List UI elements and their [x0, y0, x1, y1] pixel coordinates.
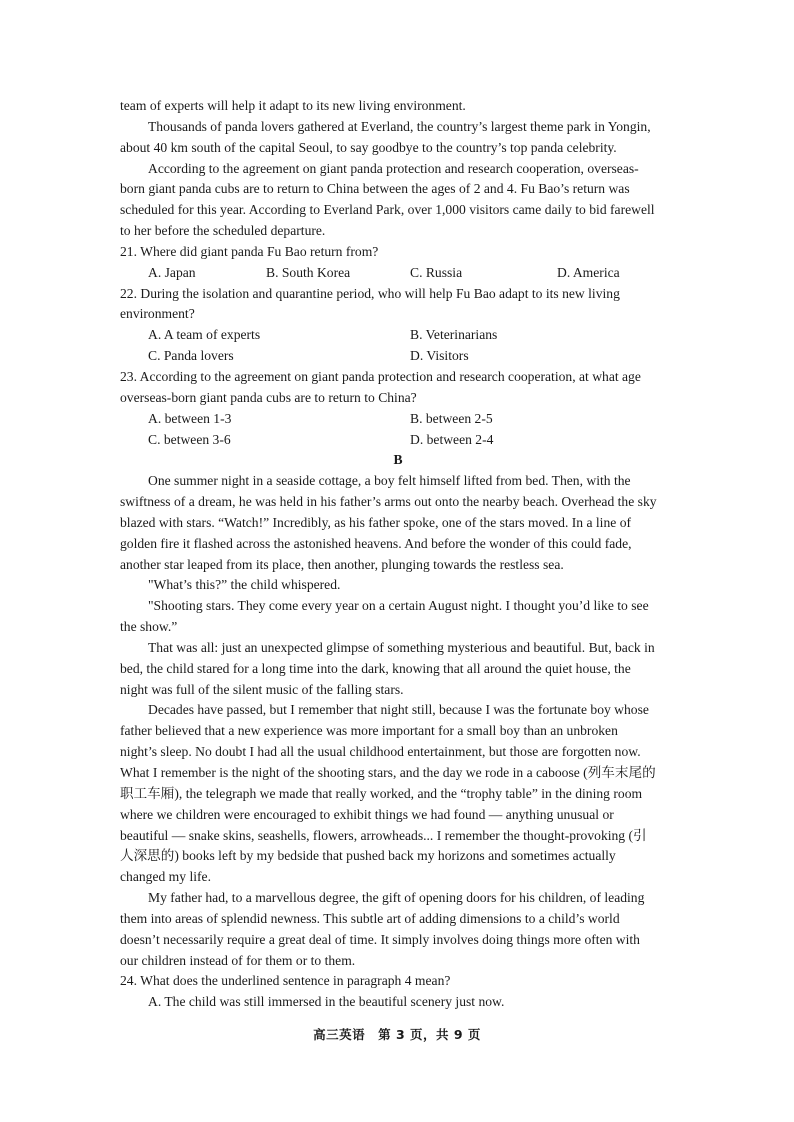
question-23-options — [120, 409, 676, 430]
question-23-stem: overseas-born giant panda cubs are to return to China? — [120, 389, 417, 405]
passage-a-line: According to the agreement on giant panda protection and research cooperation, overseas- — [148, 160, 639, 176]
page-footer: 高三英语 第 3 页，共 9 页 — [313, 1027, 481, 1042]
passage-b-line: golden fire it flashed across the astonished heavens. And before the wonder of this could fade, — [120, 535, 632, 551]
passage-b-line: the show.” — [120, 619, 178, 635]
passage-b-line: beautiful — snake skins, seashells, flowers, arrowheads... I remember the thought-provoking (引 — [120, 827, 647, 843]
passage-b-line: swiftness of a dream, he was held in his father’s arms out onto the nearby beach. Overhead the sky — [120, 494, 657, 510]
passage-b-line: My father had, to a marvellous degree, the gift of opening doors for his children, of leading — [148, 890, 645, 906]
question-22-stem: environment? — [120, 306, 195, 322]
passage-b-line: "What’s this?” the child whispered. — [148, 577, 341, 593]
option-d: D. Visitors — [410, 348, 469, 364]
passage-b-line: blazed with stars. “Watch!” Incredibly, as his father spoke, one of the stars moved. In a line of — [120, 514, 632, 530]
passage-b-line: 职工车厢), the telegraph we made that really worked, and the “trophy table” in the dining room — [120, 785, 643, 801]
passage-b-line: them into areas of splendid newness. This subtle art of adding dimensions to a child’s world — [120, 910, 620, 926]
passage-b-line: our children instead of for them or to them. — [120, 952, 356, 968]
passage-b-line: bed, the child stared for a long time into the dark, knowing that all around the quiet house, the — [120, 660, 631, 676]
section-b-heading: B — [393, 452, 403, 468]
passage-b-line: What I remember is the night of the shooting stars, and the day we rode in a caboose (列车末尾的 — [120, 765, 656, 780]
passage-b-line: That was all: just an unexpected glimpse of something mysterious and beautiful. But, back in — [148, 639, 655, 655]
option-c: C. between 3-6 — [148, 431, 231, 447]
option-b: B. between 2-5 — [410, 410, 493, 426]
passage-b-line: night’s sleep. No doubt I had all the usual childhood entertainment, but those are forgotten now. — [120, 744, 641, 760]
passage-a-line: team of experts will help it adapt to its new living environment. — [120, 98, 466, 113]
question-22-options — [120, 325, 676, 346]
passage-a-line: born giant panda cubs are to return to China between the ages of 2 and 4. Fu Bao’s return was — [120, 181, 630, 197]
option-b: B. South Korea — [266, 264, 351, 280]
passage-b-line: "Shooting stars. They come every year on a certain August night. I thought you’d like to see — [148, 598, 649, 614]
passage-b-line: father believed that a new experience was more important for a small boy than an unbroken — [120, 723, 618, 739]
passage-b-line: where we children were encouraged to exhibit things we had found — anything unusual or — [120, 806, 614, 822]
question-24-stem: 24. What does the underlined sentence in paragraph 4 mean? — [120, 973, 451, 989]
question-22-options — [120, 346, 676, 367]
option-c: C. Russia — [410, 264, 463, 280]
option-a: A. between 1-3 — [148, 410, 232, 426]
passage-a-line: Thousands of panda lovers gathered at Everland, the country’s largest theme park in Yongin, — [148, 118, 651, 134]
question-21-options — [120, 263, 676, 284]
question-23-options — [120, 430, 676, 451]
option-a: A. The child was still immersed in the beautiful scenery just now. — [148, 994, 505, 1010]
option-c: C. Panda lovers — [148, 348, 234, 364]
option-a: A. Japan — [148, 264, 196, 280]
passage-b-line: doesn’t necessarily require a great deal of time. It simply involves doing things more often with — [120, 931, 640, 947]
passage-b-line: Decades have passed, but I remember that night still, because I was the fortunate boy whose — [148, 702, 649, 718]
passage-a-line: scheduled for this year. According to Everland Park, over 1,000 visitors came daily to bid farewell — [120, 202, 655, 218]
option-a: A. A team of experts — [148, 327, 261, 343]
option-d: D. between 2-4 — [410, 431, 494, 447]
option-d: D. America — [557, 264, 620, 280]
passage-b-line: 人深思的) books left by my bedside that pushed back my horizons and sometimes actually — [120, 848, 616, 864]
passage-a-line: about 40 km south of the capital Seoul, to say goodbye to the country’s top panda celebrity. — [120, 139, 617, 155]
question-21-stem: 21. Where did giant panda Fu Bao return from? — [120, 243, 379, 259]
passage-b-line: One summer night in a seaside cottage, a boy felt himself lifted from bed. Then, with the — [148, 473, 631, 489]
exam-page — [120, 96, 676, 1013]
passage-b-line: night was full of the silent music of the falling stars. — [120, 681, 404, 697]
passage-a-line: to her before the scheduled departure. — [120, 223, 326, 239]
passage-b-line: changed my life. — [120, 869, 211, 885]
passage-b-line: another star leaped from its place, then another, plunging towards the restless sea. — [120, 556, 564, 572]
option-b: B. Veterinarians — [410, 327, 498, 343]
question-23-stem: 23. According to the agreement on giant panda protection and research cooperation, at what age — [120, 368, 641, 384]
question-22-stem: 22. During the isolation and quarantine period, who will help Fu Bao adapt to its new living — [120, 285, 620, 301]
